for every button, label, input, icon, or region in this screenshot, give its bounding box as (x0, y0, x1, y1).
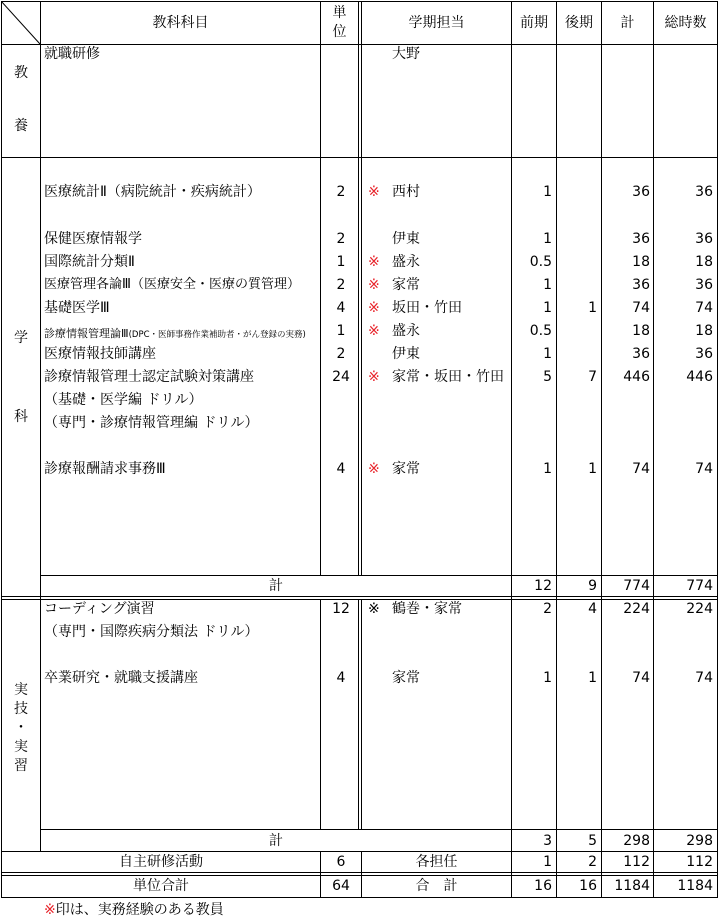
rule (653, 1, 654, 898)
jitsugi-total-label: 計 (269, 833, 283, 849)
rule (601, 1, 602, 898)
course-subject-note: (DPC・医師事務作業補助者・がん登録の実務) (128, 330, 306, 340)
section-jitsugi-2: 技 (14, 701, 28, 717)
course-hours: 18 (695, 323, 713, 339)
course-total: 224 (623, 601, 650, 617)
practical-experience-mark: ※ (368, 277, 380, 293)
rule (1, 872, 718, 873)
grand-total-first: 16 (534, 878, 552, 894)
rule (361, 599, 362, 829)
self-study-first: 1 (543, 854, 552, 870)
course-total: 446 (623, 369, 650, 385)
course-teacher: 家常・坂田・竹田 (392, 369, 504, 385)
footnote (44, 903, 224, 917)
header-units-2: 位 (332, 24, 347, 40)
practical-experience-mark: ※ (368, 601, 380, 617)
course-second-term: 1 (588, 670, 597, 686)
rule (556, 1, 557, 898)
footnote-text: 印は、実務経験のある教員 (55, 902, 224, 918)
grand-total-teacher: 合 計 (415, 878, 458, 894)
course-teacher: 坂田・竹田 (392, 300, 462, 316)
rule (1, 157, 718, 158)
section-kyoyo-2: 養 (14, 118, 28, 134)
course-total: 18 (632, 254, 650, 270)
section-kyoyo-1: 教 (14, 65, 28, 81)
grand-total-hours: 1184 (677, 878, 713, 894)
course-subject: 医療管理各論Ⅲ（医療安全・医療の質管理） (44, 277, 300, 292)
self-study-total: 112 (623, 854, 650, 870)
course-second-term: 1 (588, 461, 597, 477)
grand-total-total: 1184 (614, 878, 650, 894)
header-total-hours: 総時数 (664, 15, 707, 31)
practical-experience-mark: ※ (368, 254, 380, 270)
course-total: 18 (632, 323, 650, 339)
course-subject: コーディング演習 (44, 601, 155, 617)
course-first-term: 1 (543, 300, 552, 316)
course-subject: 保健医療情報学 (44, 231, 142, 247)
section-jitsugi-3: ・ (14, 720, 28, 736)
rule (320, 599, 321, 829)
rule (1, 897, 718, 898)
course-units: 12 (332, 601, 350, 617)
header-units-1: 単 (332, 5, 347, 21)
gakka-total-second: 9 (588, 578, 597, 594)
gakka-total-first: 12 (534, 578, 552, 594)
header-teacher: 学期担当 (408, 15, 465, 31)
rule (1, 851, 718, 852)
grand-total-units: 64 (332, 878, 350, 894)
course-hours: 36 (695, 231, 713, 247)
self-study-teacher: 各担任 (415, 854, 458, 870)
rule (1, 44, 718, 45)
course-subject-main: 診療情報管理論Ⅲ (44, 327, 129, 340)
course-teacher: 西村 (392, 184, 420, 200)
grand-total-label: 単位合計 (133, 878, 189, 894)
course-teacher: 家常 (392, 277, 420, 293)
course-units: 1 (336, 323, 346, 339)
course-teacher: 盛永 (392, 323, 420, 339)
gakka-total-hours: 774 (686, 578, 713, 594)
course-total: 36 (632, 346, 650, 362)
header-first-term: 前期 (520, 15, 548, 31)
course-subject: 医療情報技師講座 (44, 346, 156, 362)
section-gakka-2: 科 (14, 409, 28, 425)
course-hours: 36 (695, 184, 713, 200)
course-first-term: 5 (543, 369, 552, 385)
rule (511, 1, 512, 898)
course-total: 36 (632, 231, 650, 247)
rule (1, 599, 718, 600)
course-second-term: 1 (588, 300, 597, 316)
course-units: 4 (336, 300, 346, 316)
self-study-second: 2 (588, 854, 597, 870)
jitsugi-total-second: 5 (588, 833, 597, 849)
course-subject (44, 326, 306, 340)
course-first-term: 1 (543, 277, 552, 293)
course-first-term: 1 (543, 184, 552, 200)
rule (361, 1, 362, 575)
course-units: 2 (336, 346, 346, 362)
rule (40, 575, 718, 576)
course-first-term: 1 (543, 461, 552, 477)
course-hours: 74 (695, 300, 713, 316)
course-units: 2 (336, 231, 346, 247)
self-study-label: 自主研修活動 (119, 854, 203, 870)
jitsugi-total-first: 3 (543, 833, 552, 849)
practical-experience-mark: ※ (368, 369, 380, 385)
course-subject: （専門・国際疾病分類法 ドリル） (44, 624, 259, 640)
course-hours: 446 (686, 369, 713, 385)
course-hours: 36 (695, 346, 713, 362)
gakka-total-total: 774 (623, 578, 650, 594)
jitsugi-total-hours: 298 (686, 833, 713, 849)
course-total: 74 (632, 300, 650, 316)
section-jitsugi-1: 実 (14, 682, 28, 698)
course-units: 1 (336, 254, 346, 270)
self-study-hours: 112 (686, 854, 713, 870)
section-jitsugi-5: 習 (14, 758, 28, 774)
course-hours: 74 (695, 461, 713, 477)
section-gakka-1: 学 (14, 330, 28, 346)
course-second-term: 4 (588, 601, 597, 617)
rule (1, 596, 718, 597)
course-subject: （基礎・医学編 ドリル） (44, 392, 203, 408)
course-second-term: 7 (588, 369, 597, 385)
course-subject: （専門・診療情報管理編 ドリル） (44, 415, 259, 431)
kyoyo-teacher: 大野 (392, 46, 420, 62)
course-units: 4 (336, 670, 346, 686)
course-subject: 診療情報管理士認定試験対策講座 (44, 369, 254, 385)
rule (717, 1, 718, 898)
course-units: 24 (332, 369, 350, 385)
practical-experience-mark: ※ (368, 300, 380, 316)
header-subject: 教科科目 (152, 15, 209, 31)
course-units: 2 (336, 184, 346, 200)
course-teacher: 伊東 (392, 346, 420, 362)
course-total: 74 (632, 461, 650, 477)
course-hours: 18 (695, 254, 713, 270)
course-subject: 国際統計分類Ⅱ (44, 254, 135, 270)
header-total: 計 (620, 15, 635, 31)
jitsugi-total-total: 298 (623, 833, 650, 849)
course-teacher: 家常 (392, 461, 420, 477)
self-study-units: 6 (336, 854, 346, 870)
kyoyo-subject: 就職研修 (44, 46, 100, 62)
course-units: 2 (336, 277, 346, 293)
footnote-mark: ※ (44, 902, 56, 918)
course-total: 36 (632, 184, 650, 200)
course-units: 4 (336, 461, 346, 477)
course-hours: 36 (695, 277, 713, 293)
rule (40, 1, 41, 851)
course-first-term: 2 (543, 601, 552, 617)
course-hours: 224 (686, 601, 713, 617)
rule (1, 875, 718, 876)
practical-experience-mark: ※ (368, 461, 380, 477)
header-diagonal (1, 1, 41, 45)
course-teacher: 鶴巻・家常 (392, 601, 462, 617)
course-first-term: 0.5 (529, 254, 552, 270)
practical-experience-mark: ※ (368, 323, 380, 339)
course-teacher: 盛永 (392, 254, 420, 270)
course-subject: 診療報酬請求事務Ⅲ (44, 461, 166, 477)
section-jitsugi-4: 実 (14, 739, 28, 755)
course-first-term: 1 (543, 670, 552, 686)
rule (358, 599, 359, 829)
course-first-term: 0.5 (529, 323, 552, 339)
course-subject: 基礎医学Ⅲ (44, 300, 110, 316)
grand-total-second: 16 (579, 878, 597, 894)
rule (1, 1, 718, 2)
course-teacher: 家常 (392, 670, 420, 686)
course-subject: 卒業研究・就職支援講座 (44, 670, 198, 686)
course-first-term: 1 (543, 231, 552, 247)
course-hours: 74 (695, 670, 713, 686)
course-total: 74 (632, 670, 650, 686)
header-second-term: 後期 (565, 15, 593, 31)
rule (40, 829, 718, 830)
course-first-term: 1 (543, 346, 552, 362)
gakka-total-label: 計 (269, 578, 283, 594)
course-teacher: 伊東 (392, 231, 420, 247)
course-total: 36 (632, 277, 650, 293)
course-subject: 医療統計Ⅱ（病院統計・疾病統計） (44, 184, 261, 200)
practical-experience-mark: ※ (368, 184, 380, 200)
